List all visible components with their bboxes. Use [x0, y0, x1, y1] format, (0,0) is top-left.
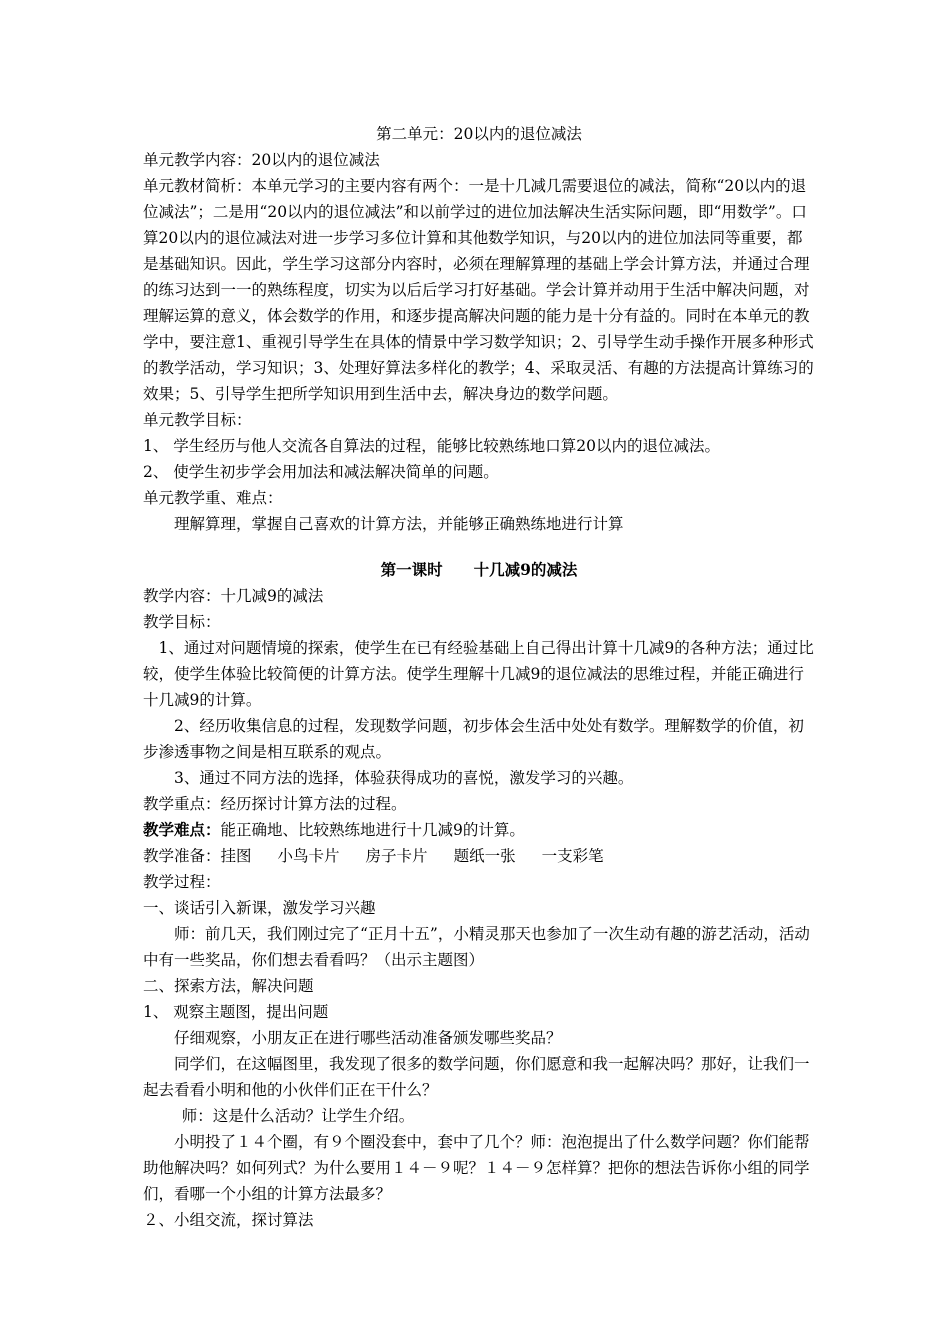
lesson-difficulty [143, 817, 815, 843]
step-paragraph: 小明投了１４个圈，有９个圈没套中，套中了几个？师：泡泡提出了什么数学问题？你们能帮助他解决吗？如何列式？为什么要用１４－９呢？１４－９怎样算？把你的想法告诉你小组的同学们，看哪一个小组的计算方法最多？ [143, 1133, 810, 1203]
lesson-preparation [143, 843, 815, 869]
lesson-goal-1: 1、通过对问题情境的探索，使学生在已有经验基础上自己得出计算十几减9的各种方法；通过比较，使学生体验比较简便的计算方法。使学生理解十几减9的退位减法的思维过程，并能正确进行十几减9的计算。 [143, 639, 814, 709]
list-text: 观察主题图，提出问题 [173, 1003, 329, 1021]
unit-goal-item [143, 433, 815, 459]
difficulty-label: 教学难点： [143, 820, 221, 839]
list-number: 1、 [143, 1003, 174, 1021]
step-heading [143, 999, 815, 1025]
lesson-goals-label: 教学目标： [143, 613, 221, 631]
section-heading: 一、谈话引入新课，激发学习兴趣 [143, 899, 376, 917]
difficulty-text: 能正确地、比较熟练地进行十几减9的计算。 [220, 821, 525, 839]
step-paragraph: 仔细观察，小朋友正在进行哪些活动准备颁发哪些奖品？ [174, 1029, 562, 1047]
unit-key-label: 单元教学重、难点： [143, 489, 283, 507]
unit-key-text: 理解算理，掌握自己喜欢的计算方法，并能够正确熟练地进行计算 [174, 515, 624, 533]
process-label: 教学过程： [143, 873, 221, 891]
prep-item: 一支彩笔 [541, 847, 604, 865]
spacer [143, 537, 815, 557]
lesson-title: 第一课时 十几减9的减法 [380, 560, 578, 579]
prep-item: 题纸一张 [453, 847, 516, 865]
lesson-goal-3: 3、通过不同方法的选择，体验获得成功的喜悦，激发学习的兴趣。 [174, 769, 634, 787]
unit-content: 单元教学内容：20以内的退位减法 [143, 151, 380, 169]
unit-goals-label: 单元教学目标： [143, 411, 252, 429]
step-paragraph: 同学们，在这幅图里，我发现了很多的数学问题，你们愿意和我一起解决吗？那好，让我们一起去看看小明和他的小伙伴们正在干什么？ [143, 1055, 810, 1099]
lesson-goal-2: 2、经历收集信息的过程，发现数学问题，初步体会生活中处处有数学。理解数学的价值，初步渗透事物之间是相互联系的观点。 [143, 717, 804, 761]
section-paragraph: 师：前几天，我们刚过完了“正月十五”，小精灵那天也参加了一次生动有趣的游艺活动，活动中有一些奖品，你们想去看看吗？（出示主题图） [143, 925, 810, 969]
step-heading: ２、小组交流，探讨算法 [143, 1211, 314, 1229]
lesson-content: 教学内容：十几减9的减法 [143, 587, 324, 605]
step-paragraph: 师：这是什么活动？让学生介绍。 [181, 1107, 415, 1125]
prep-item: 挂图 [220, 847, 252, 865]
prep-item: 房子卡片 [365, 847, 428, 865]
unit-title: 第二单元：20以内的退位减法 [376, 125, 582, 143]
list-number: 2、 [143, 463, 174, 481]
document-body [143, 121, 815, 1233]
lesson-key-point: 教学重点：经历探讨计算方法的过程。 [143, 795, 407, 813]
list-text: 学生经历与他人交流各自算法的过程，能够比较熟练地口算20以内的退位减法。 [173, 437, 721, 455]
list-text: 使学生初步学会用加法和减法解决简单的问题。 [173, 463, 499, 481]
list-number: 1、 [143, 437, 174, 455]
unit-goal-item [143, 459, 815, 485]
prep-item: 小鸟卡片 [277, 847, 340, 865]
prep-label: 教学准备： [143, 847, 221, 865]
unit-analysis: 单元教材简析：本单元学习的主要内容有两个：一是十几减几需要退位的减法，简称“20以内的退位减法”；二是用“20以内的退位减法”和以前学过的进位加法解决生活实际问题，即“用数学”。口算20以内的退位减法对进一步学习多位计算和其他数学知识，与20以内的进位加法同等重要，都是基础知识。因此，学生学习这部分内容时，必须在理解算理的基础上学会计算方法，并通过合理的练习达到一一的熟练程度，切实为以后后学习打好基础。学会计算并动用于生活中解决问题，对理解运算的意义，体会数学的作用，和逐步提高解决问题的能力是十分有益的。同时在本单元的教学中，要注意1、重视引导学生在具体的情景中学习数学知识；2、引导学生动手操作开展多种形式的教学活动，学习知识；3、处理好算法多样化的教学；4、采取灵活、有趣的方法提高计算练习的效果；5、引导学生把所学知识用到生活中去，解决身边的数学问题。 [143, 177, 814, 403]
section-heading: 二、探索方法，解决问题 [143, 977, 314, 995]
